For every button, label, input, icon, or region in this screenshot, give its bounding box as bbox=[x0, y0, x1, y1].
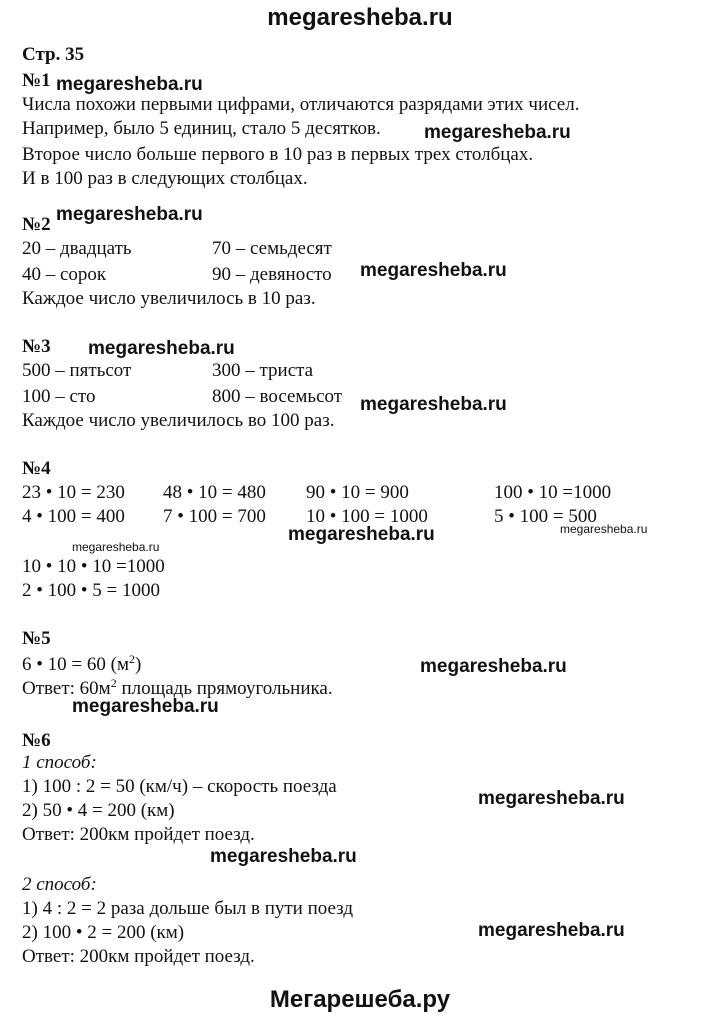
watermark: megaresheba.ru bbox=[420, 656, 567, 677]
watermark: megaresheba.ru bbox=[72, 696, 219, 717]
watermark: megaresheba.ru bbox=[56, 204, 203, 225]
watermark: megaresheba.ru bbox=[88, 338, 235, 359]
task2-cell: 70 – семьдесят bbox=[212, 238, 332, 259]
task4-cell: 90 • 10 = 900 bbox=[306, 482, 409, 503]
task2-number: №2 bbox=[22, 214, 51, 235]
task4-extra: 2 • 100 • 5 = 1000 bbox=[22, 580, 161, 601]
task4-cell: 5 • 100 = 500 bbox=[494, 506, 597, 527]
task4-cell: 23 • 10 = 230 bbox=[22, 482, 125, 503]
task6-way1-line: 2) 50 • 4 = 200 (км) bbox=[22, 800, 175, 821]
task5-equation: 6 • 10 = 60 $(м^2)$ bbox=[22, 652, 142, 675]
site-footer: Мегарешеба.ру bbox=[269, 986, 451, 1013]
watermark: megaresheba.ru bbox=[478, 788, 625, 809]
watermark: megaresheba.ru bbox=[288, 524, 435, 545]
task4-cell: 10 • 100 = 1000 bbox=[306, 506, 428, 527]
task2-cell: 90 – девяносто bbox=[212, 264, 332, 285]
task2-cell: 40 – сорок bbox=[22, 264, 107, 285]
task6-way2-line: 2) 100 • 2 = 200 (км) bbox=[22, 922, 185, 943]
task3-note: Каждое число увеличилось во 100 раз. bbox=[22, 410, 335, 431]
task4-cell: 100 • 10 =1000 bbox=[494, 482, 612, 503]
task3-number: №3 bbox=[22, 336, 51, 357]
task1-line: Например, было 5 единиц, стало 5 десятков. bbox=[22, 118, 381, 139]
task6-way1-line: Ответ: 200км пройдет поезд. bbox=[22, 824, 255, 845]
task3-cell: 500 – пятьсот bbox=[22, 360, 132, 381]
site-header: megaresheba.ru bbox=[267, 4, 453, 31]
task6-way1-title: 1 способ: bbox=[22, 752, 97, 773]
watermark: megaresheba.ru bbox=[360, 260, 507, 281]
task3-cell: 800 – восемьсот bbox=[212, 386, 343, 407]
task1-number: №1 bbox=[22, 70, 51, 91]
task1-line: И в 100 раз в следующих столбцах. bbox=[22, 168, 308, 189]
watermark-small: megaresheba.ru bbox=[72, 540, 160, 554]
task4-extra: 10 • 10 • 10 =1000 bbox=[22, 556, 165, 577]
task4-number: №4 bbox=[22, 458, 51, 479]
task6-way1-line: 1) 100 : 2 = 50 (км/ч) – скорость поезда bbox=[22, 776, 337, 797]
task4-cell: 4 • 100 = 400 bbox=[22, 506, 125, 527]
watermark-small: megaresheba.ru bbox=[560, 522, 648, 536]
watermark: megaresheba.ru bbox=[360, 394, 507, 415]
task6-number: №6 bbox=[22, 730, 51, 751]
watermark: megaresheba.ru bbox=[210, 846, 357, 867]
task5-number: №5 bbox=[22, 628, 51, 649]
watermark: megaresheba.ru bbox=[478, 920, 625, 941]
watermark: megaresheba.ru bbox=[424, 122, 571, 143]
task5-answer: Ответ: $60м^2$ площадь прямоугольника. bbox=[22, 676, 333, 699]
task2-note: Каждое число увеличилось в 10 раз. bbox=[22, 288, 316, 309]
task6-way2-line: 1) 4 : 2 = 2 раза дольше был в пути поезд bbox=[22, 898, 353, 919]
task4-cell: 7 • 100 = 700 bbox=[163, 506, 266, 527]
page-title: Стр. 35 bbox=[22, 44, 85, 65]
task4-cell: 48 • 10 = 480 bbox=[163, 482, 266, 503]
task3-cell: 100 – сто bbox=[22, 386, 96, 407]
task3-cell: 300 – триста bbox=[212, 360, 314, 381]
task2-cell: 20 – двадцать bbox=[22, 238, 132, 259]
watermark: megaresheba.ru bbox=[56, 74, 203, 95]
task1-line: Второе число больше первого в 10 раз в первых трех столбцах. bbox=[22, 144, 534, 165]
task1-line: Числа похожи первыми цифрами, отличаются разрядами этих чисел. bbox=[22, 94, 580, 115]
task6-way2-line: Ответ: 200км пройдет поезд. bbox=[22, 946, 255, 967]
task6-way2-title: 2 способ: bbox=[22, 874, 97, 895]
